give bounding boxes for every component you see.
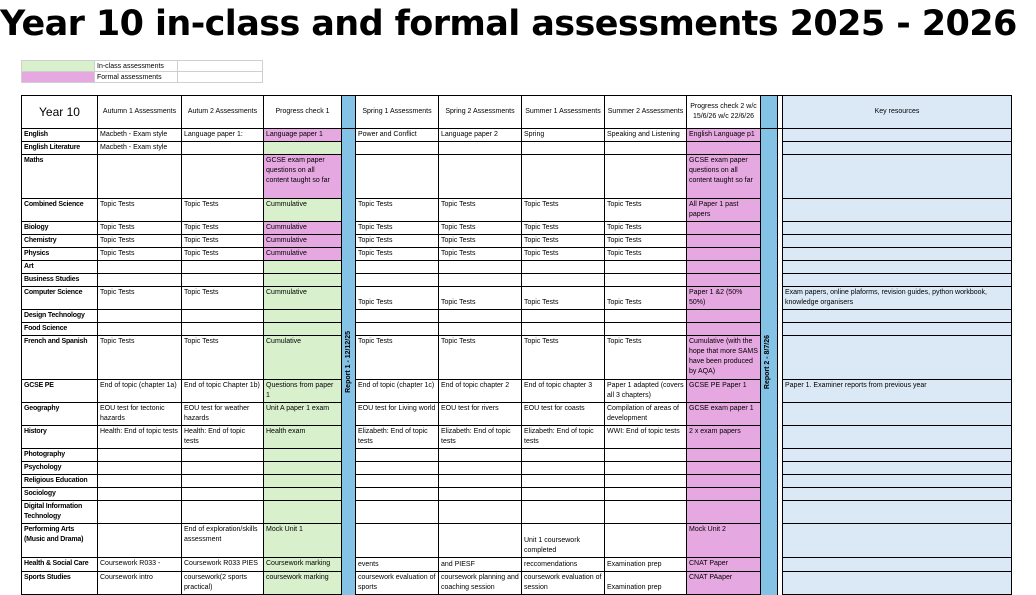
a1-cell: EOU test for tectonic hazards — [98, 403, 182, 426]
table-row — [22, 426, 1012, 449]
s1-cell — [356, 475, 439, 488]
s2-cell: Language paper 2 — [439, 129, 522, 142]
key-resources-cell — [783, 501, 1012, 524]
a2-cell — [182, 488, 264, 501]
pc1-cell — [264, 274, 342, 287]
pc2-cell — [687, 274, 761, 287]
pc2-cell — [687, 222, 761, 235]
s1-cell: coursework evaluation of sports — [356, 572, 439, 595]
table-row — [22, 380, 1012, 403]
su2-cell — [605, 274, 687, 287]
s1-cell — [356, 142, 439, 155]
pc2-cell — [687, 261, 761, 274]
subject-cell: Physics — [22, 248, 98, 261]
table-row — [22, 142, 1012, 155]
a1-cell — [98, 462, 182, 475]
report-2-label: Report 2 - 8/7/26 — [764, 334, 771, 389]
key-resources-cell — [783, 235, 1012, 248]
su2-cell — [605, 524, 687, 558]
s1-cell — [356, 310, 439, 323]
subject-cell: Health & Social Care — [22, 558, 98, 572]
su2-cell — [605, 488, 687, 501]
pc1-cell — [264, 475, 342, 488]
a2-cell: coursework(2 sports practical) — [182, 572, 264, 595]
a2-cell — [182, 310, 264, 323]
su1-cell: Topic Tests — [522, 222, 605, 235]
su2-cell: Topic Tests — [605, 336, 687, 380]
pc2-cell: CNAT PAaper — [687, 572, 761, 595]
a2-cell: Topic Tests — [182, 287, 264, 310]
pc1-cell: Cummulative — [264, 235, 342, 248]
key-resources-cell — [783, 222, 1012, 235]
table-row — [22, 155, 1012, 199]
table-row — [22, 475, 1012, 488]
subject-cell: Chemistry — [22, 235, 98, 248]
s2-cell — [439, 462, 522, 475]
key-resources-cell — [783, 558, 1012, 572]
s1-cell: Topic Tests — [356, 199, 439, 222]
table-row — [22, 572, 1012, 595]
report-1-label: Report 1 - 12/12/25 — [345, 330, 352, 393]
a2-cell — [182, 274, 264, 287]
su1-cell: Topic Tests — [522, 336, 605, 380]
s2-cell — [439, 310, 522, 323]
subject-cell: Photography — [22, 449, 98, 462]
su1-cell — [522, 488, 605, 501]
pc1-cell: Cummulative — [264, 248, 342, 261]
a1-cell — [98, 310, 182, 323]
header-autumn2: Autum 2 Assessments — [182, 96, 264, 129]
table-row — [22, 501, 1012, 524]
su1-cell — [522, 462, 605, 475]
a2-cell: Topic Tests — [182, 199, 264, 222]
subject-cell: English Literature — [22, 142, 98, 155]
a1-cell — [98, 274, 182, 287]
su1-cell — [522, 310, 605, 323]
a1-cell — [98, 475, 182, 488]
key-resources-cell — [783, 336, 1012, 380]
pc1-cell: GCSE exam paper questions on all content taught so far — [264, 155, 342, 199]
pc1-cell: Language paper 1 — [264, 129, 342, 142]
a1-cell: Topic Tests — [98, 199, 182, 222]
table-row — [22, 235, 1012, 248]
a2-cell: Topic Tests — [182, 336, 264, 380]
a2-cell: Topic Tests — [182, 222, 264, 235]
pc2-cell — [687, 462, 761, 475]
pc1-cell: Unit A paper 1 exam — [264, 403, 342, 426]
s1-cell — [356, 274, 439, 287]
assessment-grid — [21, 95, 1012, 595]
pc2-cell: Cumulative (with the hope that more SAMS have been produced by AQA) — [687, 336, 761, 380]
legend — [21, 60, 263, 83]
s2-cell — [439, 155, 522, 199]
pc1-cell — [264, 310, 342, 323]
s1-cell — [356, 462, 439, 475]
key-resources-cell — [783, 524, 1012, 558]
s2-cell: Topic Tests — [439, 287, 522, 310]
a1-cell: Topic Tests — [98, 336, 182, 380]
su1-cell: Elizabeth: End of topic tests — [522, 426, 605, 449]
a1-cell: Topic Tests — [98, 248, 182, 261]
header-summer1: Summer 1 Assessments — [522, 96, 605, 129]
pc1-cell: Questions from paper 1 — [264, 380, 342, 403]
su2-cell — [605, 475, 687, 488]
a1-cell: Topic Tests — [98, 235, 182, 248]
subject-cell: Computer Science — [22, 287, 98, 310]
table-row — [22, 248, 1012, 261]
key-resources-cell — [783, 129, 1012, 142]
a1-cell: End of topic (chapter 1a) — [98, 380, 182, 403]
su1-cell — [522, 475, 605, 488]
su1-cell — [522, 501, 605, 524]
legend-swatch-formal — [22, 72, 95, 83]
table-row — [22, 287, 1012, 310]
su2-cell: Topic Tests — [605, 287, 687, 310]
table-row — [22, 403, 1012, 426]
s2-cell — [439, 475, 522, 488]
s1-cell: End of topic (chapter 1c) — [356, 380, 439, 403]
header-key-resources: Key resources — [783, 96, 1012, 129]
subject-cell: English — [22, 129, 98, 142]
legend-blank-cell — [178, 72, 263, 83]
pc2-cell: English Language p1 — [687, 129, 761, 142]
s1-cell: Topic Tests — [356, 222, 439, 235]
a2-cell: Topic Tests — [182, 235, 264, 248]
su1-cell — [522, 261, 605, 274]
subject-cell: Sociology — [22, 488, 98, 501]
s2-cell: Topic Tests — [439, 235, 522, 248]
a1-cell — [98, 261, 182, 274]
s1-cell — [356, 449, 439, 462]
su1-cell: Unit 1 coursework completed — [522, 524, 605, 558]
su2-cell: Topic Tests — [605, 235, 687, 248]
a2-cell: Language paper 1: — [182, 129, 264, 142]
pc2-cell — [687, 142, 761, 155]
key-resources-cell — [783, 142, 1012, 155]
a1-cell: Coursework R033 - — [98, 558, 182, 572]
key-resources-cell — [783, 323, 1012, 336]
pc1-cell — [264, 142, 342, 155]
a2-cell — [182, 155, 264, 199]
table-row — [22, 336, 1012, 380]
report1-header-cell — [342, 96, 356, 129]
subject-cell: Art — [22, 261, 98, 274]
subject-cell: Performing Arts (Music and Drama) — [22, 524, 98, 558]
a1-cell: Topic Tests — [98, 222, 182, 235]
pc2-cell — [687, 235, 761, 248]
subject-cell: Design Technology — [22, 310, 98, 323]
subject-cell: Religious Education — [22, 475, 98, 488]
pc2-cell: GCSE exam paper 1 — [687, 403, 761, 426]
su2-cell: WWI: End of topic tests — [605, 426, 687, 449]
a2-cell: Topic Tests — [182, 248, 264, 261]
su2-cell — [605, 323, 687, 336]
a2-cell — [182, 475, 264, 488]
pc2-cell: GCSE exam paper questions on all content taught so far — [687, 155, 761, 199]
s1-cell: Topic Tests — [356, 336, 439, 380]
pc1-cell: Cummulative — [264, 287, 342, 310]
subject-cell: Business Studies — [22, 274, 98, 287]
table-row — [22, 558, 1012, 572]
s1-cell: Topic Tests — [356, 235, 439, 248]
legend-row-formal — [22, 72, 263, 83]
grid-body — [22, 129, 1012, 595]
subject-cell: Psychology — [22, 462, 98, 475]
su2-cell: Topic Tests — [605, 222, 687, 235]
subject-cell: Geography — [22, 403, 98, 426]
key-resources-cell — [783, 572, 1012, 595]
s2-cell — [439, 142, 522, 155]
key-resources-cell — [783, 199, 1012, 222]
a2-cell — [182, 501, 264, 524]
su1-cell: reccomendations — [522, 558, 605, 572]
pc1-cell: Cumulative — [264, 336, 342, 380]
table-row — [22, 274, 1012, 287]
s1-cell — [356, 323, 439, 336]
su2-cell: Speaking and Listening — [605, 129, 687, 142]
pc1-cell: coursework marking — [264, 572, 342, 595]
a1-cell — [98, 155, 182, 199]
subject-cell: GCSE PE — [22, 380, 98, 403]
pc1-cell: Mock Unit 1 — [264, 524, 342, 558]
table-row — [22, 488, 1012, 501]
s2-cell: Topic Tests — [439, 199, 522, 222]
su1-cell: Topic Tests — [522, 235, 605, 248]
su2-cell: Paper 1 adapted (covers all 3 chapters) — [605, 380, 687, 403]
report-1-band — [342, 129, 356, 595]
pc2-cell — [687, 488, 761, 501]
pc1-cell: Cummulative — [264, 199, 342, 222]
legend-swatch-in-class — [22, 61, 95, 72]
a1-cell — [98, 501, 182, 524]
a1-cell: Coursework intro — [98, 572, 182, 595]
key-resources-cell — [783, 403, 1012, 426]
pc2-cell — [687, 248, 761, 261]
pc2-cell: 2 x exam papers — [687, 426, 761, 449]
su1-cell: coursework evaluation of session — [522, 572, 605, 595]
pc1-cell — [264, 449, 342, 462]
a1-cell — [98, 323, 182, 336]
s2-cell: and PIESF — [439, 558, 522, 572]
a1-cell — [98, 488, 182, 501]
pc1-cell — [264, 323, 342, 336]
su1-cell — [522, 323, 605, 336]
key-resources-cell — [783, 274, 1012, 287]
key-resources-cell — [783, 261, 1012, 274]
header-year: Year 10 — [22, 96, 98, 129]
s1-cell: Elizabeth: End of topic tests — [356, 426, 439, 449]
table-row — [22, 449, 1012, 462]
key-resources-cell — [783, 475, 1012, 488]
legend-blank-cell — [178, 61, 263, 72]
subject-cell: Sports Studies — [22, 572, 98, 595]
a2-cell: End of exploration/skills assessment — [182, 524, 264, 558]
su2-cell — [605, 310, 687, 323]
pc1-cell: Health exam — [264, 426, 342, 449]
su1-cell — [522, 155, 605, 199]
key-resources-cell — [783, 155, 1012, 199]
s2-cell: Elizabeth: End of topic tests — [439, 426, 522, 449]
pc2-cell: CNAT Paper — [687, 558, 761, 572]
table-row — [22, 323, 1012, 336]
s1-cell — [356, 155, 439, 199]
table-row — [22, 199, 1012, 222]
pc2-cell: All Paper 1 past papers — [687, 199, 761, 222]
a2-cell: Coursework R033 PIES — [182, 558, 264, 572]
a1-cell: Macbeth - Exam style — [98, 129, 182, 142]
header-summer2: Summer 2 Assessments — [605, 96, 687, 129]
pc2-cell: Mock Unit 2 — [687, 524, 761, 558]
pc2-cell — [687, 310, 761, 323]
pc1-cell: Coursework marking — [264, 558, 342, 572]
su1-cell: Topic Tests — [522, 248, 605, 261]
a2-cell: Health: End of topic tests — [182, 426, 264, 449]
s1-cell — [356, 261, 439, 274]
su2-cell — [605, 155, 687, 199]
s1-cell — [356, 524, 439, 558]
subject-cell: Biology — [22, 222, 98, 235]
table-row — [22, 524, 1012, 558]
key-resources-cell — [783, 426, 1012, 449]
a1-cell: Topic Tests — [98, 287, 182, 310]
a2-cell — [182, 449, 264, 462]
a1-cell: Macbeth - Exam style — [98, 142, 182, 155]
s1-cell: EOU test for Living world — [356, 403, 439, 426]
pc1-cell: Cummulative — [264, 222, 342, 235]
pc2-cell: Paper 1 &2 (50% 50%) — [687, 287, 761, 310]
pc1-cell — [264, 261, 342, 274]
pc2-cell — [687, 475, 761, 488]
header-spring1: Spring 1 Assessments — [356, 96, 439, 129]
subject-cell: Maths — [22, 155, 98, 199]
s2-cell: End of topic chapter 2 — [439, 380, 522, 403]
s2-cell: Topic Tests — [439, 336, 522, 380]
report-2-band — [761, 129, 778, 595]
su1-cell: Topic Tests — [522, 199, 605, 222]
a2-cell — [182, 323, 264, 336]
su2-cell — [605, 462, 687, 475]
pc2-cell: GCSE PE Paper 1 — [687, 380, 761, 403]
su2-cell: Topic Tests — [605, 199, 687, 222]
subject-cell: French and Spanish — [22, 336, 98, 380]
s2-cell: Topic Tests — [439, 248, 522, 261]
s2-cell: Topic Tests — [439, 222, 522, 235]
subject-cell: Food Science — [22, 323, 98, 336]
table-row — [22, 462, 1012, 475]
su2-cell: Examination prep — [605, 558, 687, 572]
legend-row-in-class — [22, 61, 263, 72]
su1-cell — [522, 142, 605, 155]
s2-cell — [439, 488, 522, 501]
su1-cell — [522, 449, 605, 462]
su2-cell — [605, 142, 687, 155]
s2-cell — [439, 501, 522, 524]
s2-cell: EOU test for rivers — [439, 403, 522, 426]
pc1-cell — [264, 462, 342, 475]
s1-cell: events — [356, 558, 439, 572]
header-row — [22, 96, 1012, 129]
a2-cell: End of topic Chapter 1b) — [182, 380, 264, 403]
table-row — [22, 261, 1012, 274]
key-resources-cell — [783, 248, 1012, 261]
su1-cell: Topic Tests — [522, 287, 605, 310]
s2-cell — [439, 274, 522, 287]
subject-cell: Digital Information Technology — [22, 501, 98, 524]
su2-cell — [605, 449, 687, 462]
a2-cell: EOU test for weather hazards — [182, 403, 264, 426]
s1-cell: Topic Tests — [356, 248, 439, 261]
table-row — [22, 310, 1012, 323]
key-resources-cell — [783, 488, 1012, 501]
pc2-cell — [687, 449, 761, 462]
pc1-cell — [264, 501, 342, 524]
header-autumn1: Autumn 1 Assessments — [98, 96, 182, 129]
a2-cell — [182, 142, 264, 155]
a1-cell — [98, 524, 182, 558]
su2-cell — [605, 501, 687, 524]
s2-cell — [439, 323, 522, 336]
page-title: Year 10 in-class and formal assessments 2025 - 2026 — [0, 4, 1017, 44]
s2-cell — [439, 524, 522, 558]
legend-label-formal: Formal assessments — [95, 72, 178, 83]
s1-cell: Power and Conflict — [356, 129, 439, 142]
su2-cell: Examination prep — [605, 572, 687, 595]
a1-cell — [98, 449, 182, 462]
legend-label-in-class: In-class assessments — [95, 61, 178, 72]
s2-cell: coursework planning and coaching session — [439, 572, 522, 595]
header-spring2: Spring 2 Assessments — [439, 96, 522, 129]
table-row — [22, 129, 1012, 142]
key-resources-cell: Exam papers, online plaforms, revision guides, python workbook, knowledge organisers — [783, 287, 1012, 310]
key-resources-cell — [783, 449, 1012, 462]
header-progress-check-2: Progress check 2 w/c 15/6/26 w/c 22/6/26 — [687, 96, 761, 129]
pc2-cell — [687, 323, 761, 336]
subject-cell: Combined Science — [22, 199, 98, 222]
pc1-cell — [264, 488, 342, 501]
s1-cell — [356, 488, 439, 501]
header-progress-check-1: Progress check 1 — [264, 96, 342, 129]
su1-cell — [522, 274, 605, 287]
s2-cell — [439, 261, 522, 274]
su2-cell: Compilation of areas of development — [605, 403, 687, 426]
su1-cell: End of topic chapter 3 — [522, 380, 605, 403]
su1-cell: Spring — [522, 129, 605, 142]
a2-cell — [182, 261, 264, 274]
report2-header-cell — [761, 96, 778, 129]
key-resources-cell — [783, 462, 1012, 475]
s1-cell: Topic Tests — [356, 287, 439, 310]
su2-cell — [605, 261, 687, 274]
key-resources-cell — [783, 310, 1012, 323]
key-resources-cell: Paper 1. Examiner reports from previous year — [783, 380, 1012, 403]
a2-cell — [182, 462, 264, 475]
s1-cell — [356, 501, 439, 524]
table-row — [22, 222, 1012, 235]
s2-cell — [439, 449, 522, 462]
su2-cell: Topic Tests — [605, 248, 687, 261]
subject-cell: History — [22, 426, 98, 449]
pc2-cell — [687, 501, 761, 524]
su1-cell: EOU test for coasts — [522, 403, 605, 426]
a1-cell: Health: End of topic tests — [98, 426, 182, 449]
